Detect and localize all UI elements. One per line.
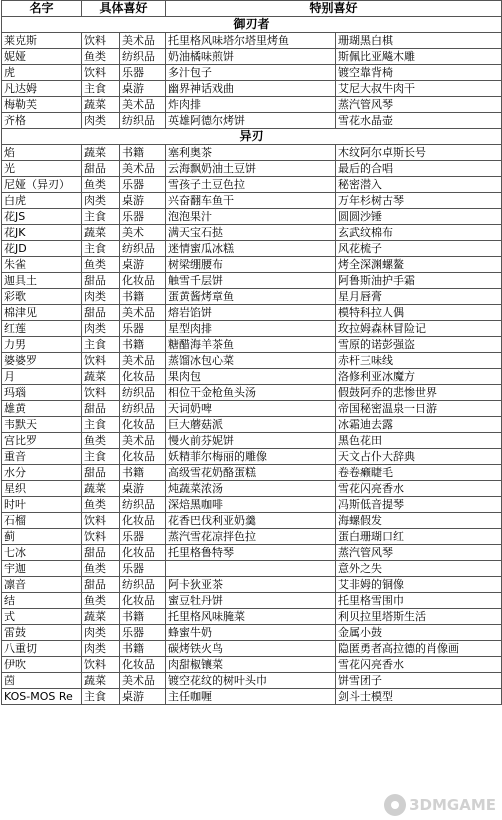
cell-specific-2: 美术品 [120,33,166,49]
table-row [2,385,502,401]
table-row [2,481,502,497]
cell-name: 蓟 [2,529,82,545]
section-header-row [2,129,502,145]
cell-special-2: 托里格雪围巾 [336,593,502,609]
cell-specific-1: 主食 [82,209,120,225]
cell-name: 朱雀 [2,257,82,273]
cell-name: KOS-MOS Re [2,689,82,705]
cell-specific-1: 蔬菜 [82,225,120,241]
cell-specific-2: 化妆品 [120,593,166,609]
table-row [2,673,502,689]
table-row [2,657,502,673]
table-row [2,209,502,225]
cell-name: 彩歌 [2,289,82,305]
cell-specific-2: 美术品 [120,305,166,321]
cell-special-2: 冯斯低音提琴 [336,497,502,513]
cell-specific-1: 蔬菜 [82,145,120,161]
table-row [2,241,502,257]
cell-special-1: 碳烤铁火鸟 [166,641,336,657]
cell-specific-2: 化妆品 [120,545,166,561]
3dm-logo-icon [384,794,406,816]
cell-specific-2: 纺织品 [120,385,166,401]
cell-specific-1: 甜品 [82,401,120,417]
cell-name: 雷鼓 [2,625,82,641]
table-row [2,81,502,97]
cell-special-2: 雪原的诺彭强盗 [336,337,502,353]
cell-specific-2: 美术品 [120,97,166,113]
cell-specific-1: 肉类 [82,321,120,337]
cell-name: 雄黄 [2,401,82,417]
table-row [2,65,502,81]
header-name: 名字 [2,1,82,17]
cell-special-2: 艾尼大叔牛肉干 [336,81,502,97]
cell-specific-2: 纺织品 [120,113,166,129]
cell-name: 莱克斯 [2,33,82,49]
table-body [2,17,502,705]
table-row [2,545,502,561]
cell-specific-1: 蔬菜 [82,97,120,113]
cell-specific-2: 化妆品 [120,273,166,289]
cell-special-2: 镀空靠背椅 [336,65,502,81]
cell-special-2: 圆圆沙锤 [336,209,502,225]
cell-special-2: 雪花水晶壶 [336,113,502,129]
cell-name: 光 [2,161,82,177]
cell-special-2: 卷卷癞睫毛 [336,465,502,481]
cell-name: 凡达姆 [2,81,82,97]
cell-special-2: 雪花闪亮香水 [336,657,502,673]
cell-specific-1: 鱼类 [82,497,120,513]
cell-name: 力男 [2,337,82,353]
cell-special-1: 炖蔬菜浓汤 [166,481,336,497]
cell-special-1: 托里格风味塔尔塔里烤鱼 [166,33,336,49]
header-special: 特别喜好 [166,1,502,17]
cell-name: 婆婆罗 [2,353,82,369]
table-row [2,689,502,705]
cell-special-1: 英雄阿德尔烤饼 [166,113,336,129]
cell-name: 齐格 [2,113,82,129]
table-row [2,257,502,273]
cell-special-2: 帝国秘密温泉一日游 [336,401,502,417]
cell-specific-1: 鱼类 [82,49,120,65]
cell-special-2: 隐匿勇者高拉德的肖像画 [336,641,502,657]
cell-special-1: 花香巴伐利亚奶羹 [166,513,336,529]
cell-specific-2: 书籍 [120,641,166,657]
table-row [2,529,502,545]
cell-specific-1: 主食 [82,417,120,433]
cell-specific-2: 美术品 [120,433,166,449]
table-row [2,225,502,241]
cell-name: 结 [2,593,82,609]
cell-specific-2: 桌游 [120,81,166,97]
cell-special-1: 泡泡果汁 [166,209,336,225]
cell-specific-2: 化妆品 [120,369,166,385]
cell-name: 尼娅（异刃） [2,177,82,193]
cell-name: 星织 [2,481,82,497]
cell-specific-1: 肉类 [82,193,120,209]
cell-specific-1: 甜品 [82,161,120,177]
cell-specific-2: 书籍 [120,465,166,481]
cell-name: 花JK [2,225,82,241]
table-row [2,289,502,305]
cell-special-1: 蛋黄酱烤章鱼 [166,289,336,305]
table-row [2,497,502,513]
cell-specific-1: 鱼类 [82,561,120,577]
cell-specific-2: 化妆品 [120,449,166,465]
cell-specific-2: 书籍 [120,145,166,161]
cell-name: 月 [2,369,82,385]
cell-special-1: 妖精菲尔梅丽的雕像 [166,449,336,465]
cell-special-2: 蒸汽管风琴 [336,545,502,561]
cell-name: 七冰 [2,545,82,561]
cell-special-2: 海螺假发 [336,513,502,529]
cell-name: 宇迦 [2,561,82,577]
cell-special-1: 肉甜椒镶菜 [166,657,336,673]
cell-special-1: 蒸馏冰包心菜 [166,353,336,369]
cell-specific-1: 饮料 [82,385,120,401]
cell-special-1: 镀空花纹的树叶头巾 [166,673,336,689]
cell-name: 石榴 [2,513,82,529]
header-specific: 具体喜好 [82,1,166,17]
cell-specific-1: 鱼类 [82,257,120,273]
cell-specific-2: 纺织品 [120,49,166,65]
cell-special-1: 阿卡狄亚茶 [166,577,336,593]
cell-special-1: 炸肉排 [166,97,336,113]
cell-special-2: 天文占仆大辞典 [336,449,502,465]
cell-special-1: 树梁绷腰布 [166,257,336,273]
table-row [2,465,502,481]
cell-special-2: 金属小鼓 [336,625,502,641]
cell-name: 花JS [2,209,82,225]
cell-specific-1: 鱼类 [82,593,120,609]
cell-special-1: 多汁包子 [166,65,336,81]
cell-special-2: 烤全深渊螺鳌 [336,257,502,273]
table-row [2,561,502,577]
cell-special-2: 艾非姆的铜像 [336,577,502,593]
cell-specific-1: 主食 [82,241,120,257]
cell-special-2: 模特科拉人偶 [336,305,502,321]
cell-special-2: 珊瑚黑白棋 [336,33,502,49]
cell-specific-2: 美术品 [120,673,166,689]
table-row [2,161,502,177]
cell-name: 玛瑙 [2,385,82,401]
cell-specific-2: 化妆品 [120,417,166,433]
cell-name: 茵 [2,673,82,689]
cell-specific-2: 书籍 [120,289,166,305]
table-row [2,353,502,369]
cell-specific-1: 饮料 [82,657,120,673]
cell-special-2: 斯佩比亚飚木雕 [336,49,502,65]
cell-specific-2: 乐器 [120,529,166,545]
cell-special-2: 饼雪团子 [336,673,502,689]
cell-special-1: 果肉包 [166,369,336,385]
table-row [2,513,502,529]
cell-specific-2: 纺织品 [120,577,166,593]
cell-name: 焰 [2,145,82,161]
cell-special-2: 星月唇膏 [336,289,502,305]
cell-special-2: 剑斗士模型 [336,689,502,705]
cell-name: 伊吹 [2,657,82,673]
cell-special-2: 蒸汽管风琴 [336,97,502,113]
cell-name: 韦默天 [2,417,82,433]
cell-special-1: 蜂蜜牛奶 [166,625,336,641]
cell-specific-1: 肉类 [82,625,120,641]
table-row [2,625,502,641]
table-row [2,593,502,609]
cell-name: 重音 [2,449,82,465]
table-row [2,609,502,625]
cell-specific-1: 甜品 [82,305,120,321]
cell-special-2: 万年杉树古琴 [336,193,502,209]
table-row [2,577,502,593]
cell-specific-2: 化妆品 [120,513,166,529]
cell-special-1: 幽界神话戏曲 [166,81,336,97]
cell-special-1: 托里格风味腌菜 [166,609,336,625]
table-row [2,193,502,209]
cell-specific-1: 饮料 [82,513,120,529]
cell-name: 花JD [2,241,82,257]
cell-specific-1: 甜品 [82,273,120,289]
cell-special-1: 触雪千层饼 [166,273,336,289]
cell-special-1: 满天宝石挞 [166,225,336,241]
watermark [384,794,496,816]
cell-special-2: 利贝拉里塔斯生活 [336,609,502,625]
cell-name: 宫比罗 [2,433,82,449]
cell-special-2: 黑色花田 [336,433,502,449]
table-row [2,337,502,353]
table-row [2,433,502,449]
cell-name: 迦具土 [2,273,82,289]
cell-special-1: 蒸汽雪花凉拌色拉 [166,529,336,545]
cell-specific-1: 饮料 [82,353,120,369]
cell-specific-1: 饮料 [82,33,120,49]
cell-special-2: 赤杆三味线 [336,353,502,369]
cell-specific-1: 肉类 [82,641,120,657]
cell-special-1: 雪孩子土豆色拉 [166,177,336,193]
cell-name: 梅勒芙 [2,97,82,113]
cell-special-1: 主任咖喱 [166,689,336,705]
cell-special-2: 玫拉姆森林冒险记 [336,321,502,337]
section-header-row [2,17,502,33]
table-row [2,33,502,49]
cell-special-2: 洛修利亚冰魔方 [336,369,502,385]
cell-special-2: 木纹阿尔卓斯长号 [336,145,502,161]
cell-specific-1: 肉类 [82,289,120,305]
cell-specific-1: 主食 [82,337,120,353]
cell-specific-2: 纺织品 [120,401,166,417]
cell-special-1: 糖醋海羊茶鱼 [166,337,336,353]
cell-special-1: 兴奋翻车鱼干 [166,193,336,209]
cell-special-1: 熔岩馅饼 [166,305,336,321]
cell-special-1: 慢火前芬妮饼 [166,433,336,449]
cell-specific-1: 主食 [82,81,120,97]
watermark-text: 3DMGAME [409,796,496,814]
cell-special-1: 迷情蜜瓜冰糕 [166,241,336,257]
table-row [2,145,502,161]
cell-name: 妮娅 [2,49,82,65]
cell-special-1 [166,561,336,577]
cell-special-1: 云海飘奶油土豆饼 [166,161,336,177]
table-row [2,449,502,465]
cell-specific-1: 甜品 [82,545,120,561]
table-row [2,49,502,65]
cell-specific-1: 主食 [82,449,120,465]
cell-special-2: 最后的合唱 [336,161,502,177]
table-row [2,369,502,385]
cell-specific-2: 纺织品 [120,241,166,257]
table-row [2,177,502,193]
cell-name: 水分 [2,465,82,481]
cell-specific-1: 饮料 [82,529,120,545]
favorites-table [1,0,502,705]
cell-specific-2: 乐器 [120,177,166,193]
cell-name: 凛音 [2,577,82,593]
cell-specific-2: 乐器 [120,209,166,225]
cell-specific-2: 化妆品 [120,657,166,673]
cell-special-1: 星型肉排 [166,321,336,337]
cell-special-2: 风花梳子 [336,241,502,257]
cell-specific-2: 美术品 [120,353,166,369]
cell-specific-2: 纺织品 [120,497,166,513]
cell-specific-1: 蔬菜 [82,481,120,497]
cell-special-2: 玄武纹棉布 [336,225,502,241]
cell-name: 虎 [2,65,82,81]
cell-specific-2: 美术 [120,225,166,241]
table-row [2,641,502,657]
table-row [2,321,502,337]
table-row [2,401,502,417]
cell-specific-2: 乐器 [120,321,166,337]
cell-specific-2: 乐器 [120,65,166,81]
cell-specific-2: 书籍 [120,609,166,625]
cell-specific-2: 乐器 [120,625,166,641]
cell-name: 白虎 [2,193,82,209]
cell-special-2: 意外之失 [336,561,502,577]
cell-special-1: 巨大蘑菇派 [166,417,336,433]
cell-specific-2: 桌游 [120,689,166,705]
cell-specific-1: 甜品 [82,577,120,593]
cell-specific-1: 蔬菜 [82,369,120,385]
cell-specific-2: 书籍 [120,337,166,353]
cell-special-2: 阿鲁斯油护手霜 [336,273,502,289]
cell-special-1: 相位干金枪鱼头汤 [166,385,336,401]
cell-specific-2: 桌游 [120,481,166,497]
cell-specific-2: 桌游 [120,193,166,209]
cell-name: 八重切 [2,641,82,657]
cell-specific-1: 蔬菜 [82,609,120,625]
cell-specific-1: 饮料 [82,65,120,81]
table-row [2,417,502,433]
cell-special-1: 奶油橘味煎饼 [166,49,336,65]
cell-special-2: 蛋白珊瑚口红 [336,529,502,545]
cell-specific-2: 美术品 [120,161,166,177]
cell-special-2: 冰霜迪去露 [336,417,502,433]
cell-special-1: 深焙黑咖啡 [166,497,336,513]
cell-specific-2: 乐器 [120,561,166,577]
table-row [2,97,502,113]
cell-special-2: 假鼓阿乔的悲惨世界 [336,385,502,401]
section-title: 御刃者 [2,17,502,33]
cell-specific-1: 鱼类 [82,177,120,193]
table-row [2,305,502,321]
cell-specific-1: 蔬菜 [82,673,120,689]
table-row [2,113,502,129]
header-row [2,1,502,17]
cell-specific-1: 甜品 [82,465,120,481]
cell-name: 棉津见 [2,305,82,321]
cell-name: 式 [2,609,82,625]
cell-special-1: 蜜豆牡丹饼 [166,593,336,609]
cell-special-1: 塞利奥茶 [166,145,336,161]
cell-special-1: 高级雪花奶酪蛋糕 [166,465,336,481]
cell-special-2: 秘密潜入 [336,177,502,193]
cell-special-2: 雪花闪亮香水 [336,481,502,497]
cell-name: 时叶 [2,497,82,513]
cell-special-1: 托里格鲁特琴 [166,545,336,561]
cell-specific-1: 鱼类 [82,433,120,449]
cell-specific-1: 肉类 [82,113,120,129]
section-title: 异刃 [2,129,502,145]
table-row [2,273,502,289]
cell-name: 红莲 [2,321,82,337]
cell-special-1: 天词奶啤 [166,401,336,417]
cell-specific-2: 桌游 [120,257,166,273]
cell-specific-1: 主食 [82,689,120,705]
